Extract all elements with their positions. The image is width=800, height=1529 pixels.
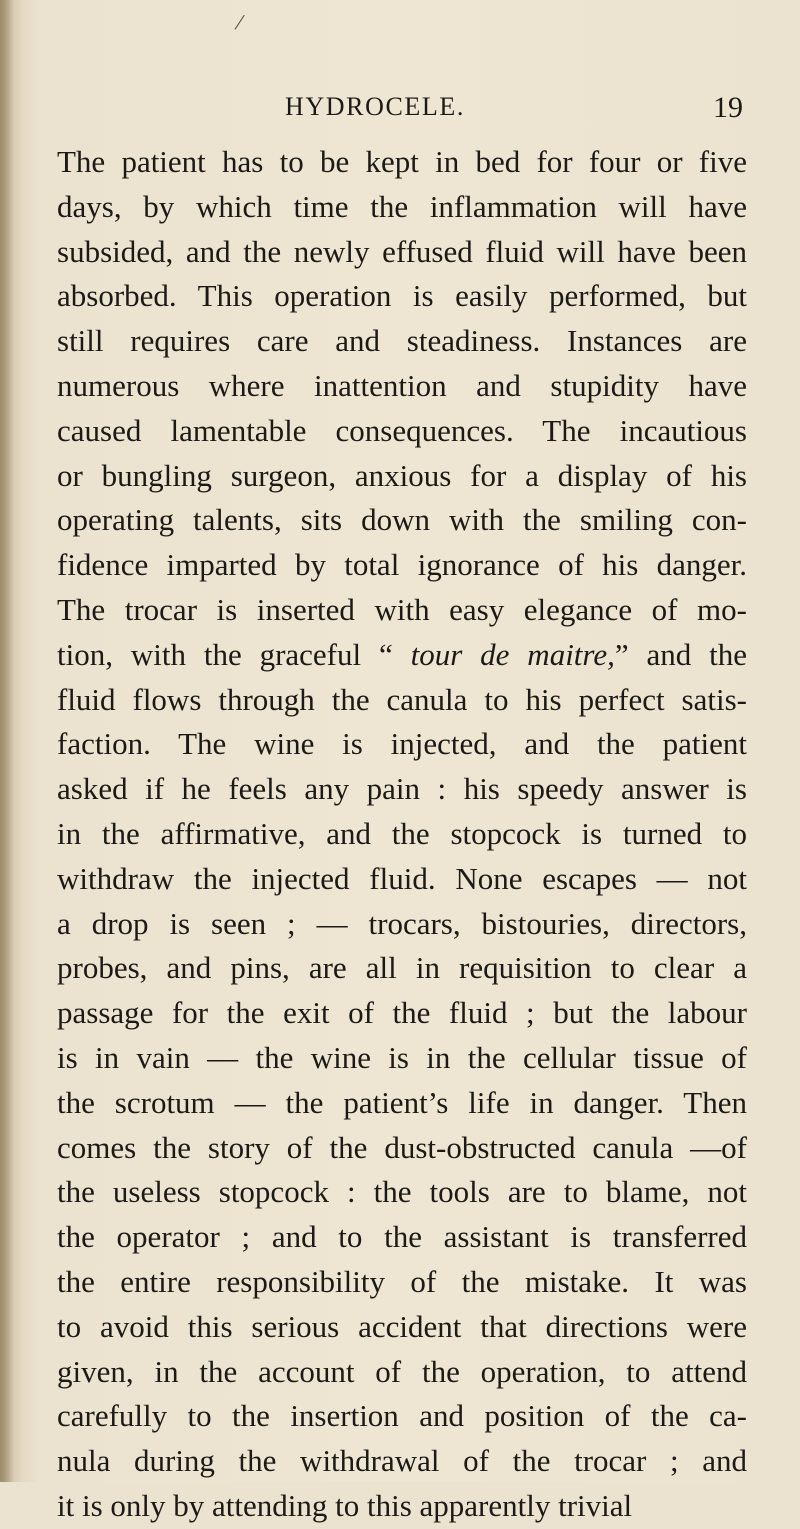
text-line: the useless stopcock : the tools are to blame, not xyxy=(57,1174,747,1210)
text-segment: ” and the xyxy=(614,636,747,672)
page-number: 19 xyxy=(713,91,743,124)
text-line: fluid flows through the canula to his perfect satis- xyxy=(57,681,747,717)
text-line: to avoid this serious accident that directions were xyxy=(57,1308,747,1344)
text-line: days, by which time the inflammation will have xyxy=(57,188,747,224)
text-line: nula during the withdrawal of the trocar ; and xyxy=(57,1443,747,1479)
text-line: operating talents, sits down with the smiling con- xyxy=(57,502,747,538)
text-line: fidence imparted by total ignorance of his danger. xyxy=(57,547,747,583)
text-line: asked if he feels any pain : his speedy answer is xyxy=(57,771,747,807)
running-head xyxy=(0,92,800,132)
text-line: the entire responsibility of the mistake. It was xyxy=(57,1263,747,1299)
text-segment: tion, with the graceful “ xyxy=(57,636,411,672)
text-line: comes the story of the dust-obstructed canula —of xyxy=(57,1129,747,1165)
text-line: withdraw the injected fluid. None escapes — not xyxy=(57,860,747,896)
text-line: probes, and pins, are all in requisition to clear a xyxy=(57,950,747,986)
text-line: is in vain — the wine is in the cellular tissue of xyxy=(57,1039,747,1075)
text-line: given, in the account of the operation, to attend xyxy=(57,1353,747,1389)
text-line: caused lamentable consequences. The incautious xyxy=(57,412,747,448)
italic-phrase: tour de maitre, xyxy=(410,636,615,672)
text-line: it is only by attending to this apparently trivial xyxy=(57,1487,633,1523)
text-line: the operator ; and to the assistant is transferred xyxy=(57,1219,747,1255)
text-line: still requires care and steadiness. Instances are xyxy=(57,323,747,359)
text-line: passage for the exit of the fluid ; but the labour xyxy=(57,995,747,1031)
text-line: The patient has to be kept in bed for four or five xyxy=(57,144,747,179)
stray-pencil-mark: / xyxy=(233,9,246,37)
text-line: faction. The wine is injected, and the patient xyxy=(57,726,747,762)
text-line-with-italic xyxy=(57,633,747,678)
running-head-title: HYDROCELE. xyxy=(285,92,465,121)
gutter-shadow xyxy=(0,0,14,1482)
text-line: a drop is seen ; — trocars, bistouries, directors, xyxy=(57,905,747,941)
text-line: absorbed. This operation is easily performed, but xyxy=(57,278,747,314)
body-text xyxy=(57,140,747,1529)
text-line: numerous where inattention and stupidity have xyxy=(57,367,747,403)
text-line: in the affirmative, and the stopcock is turned to xyxy=(57,815,747,851)
text-line: or bungling surgeon, anxious for a display of his xyxy=(57,457,747,493)
text-line: subsided, and the newly effused fluid will have been xyxy=(57,233,747,269)
text-line: carefully to the insertion and position of the ca- xyxy=(57,1398,747,1434)
text-line: The trocar is inserted with easy elegance of mo- xyxy=(57,591,747,627)
text-line: the scrotum — the patient’s life in danger. Then xyxy=(57,1084,747,1120)
